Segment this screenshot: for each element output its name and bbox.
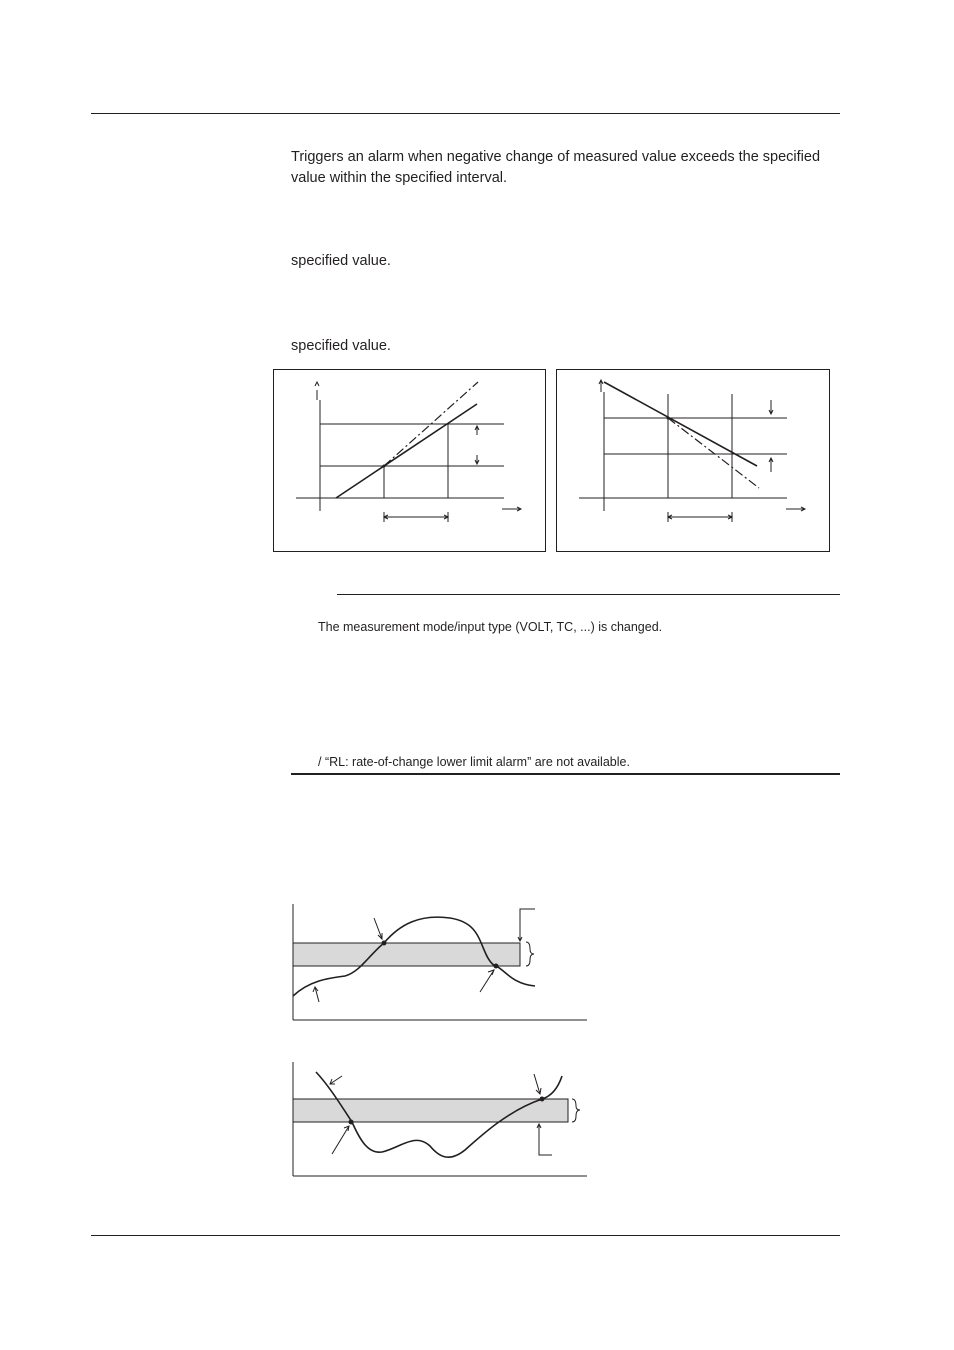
paragraph-line: value within the specified interval. — [291, 170, 508, 186]
falling-rate-diagram — [557, 370, 831, 553]
rate-of-change-upper-figure — [273, 369, 546, 552]
paragraph-line: Triggers an alarm when negative change of measured value exceeds the specified — [291, 149, 821, 165]
paragraph-line: specified value. — [291, 253, 391, 269]
hysteresis-lower-diagram — [290, 1062, 590, 1182]
hysteresis-upper-diagram — [290, 904, 590, 1024]
rate-of-change-lower-figure — [556, 369, 830, 552]
rising-rate-diagram — [274, 370, 547, 553]
note-line: The measurement mode/input type (VOLT, TC, ...) is changed. — [318, 620, 663, 634]
footer-rule — [91, 1235, 840, 1236]
header-rule — [91, 113, 840, 114]
note-top-rule — [337, 594, 840, 595]
note-line: / “RL: rate-of-change lower limit alarm” are not available. — [318, 755, 630, 769]
paragraph-line: specified value. — [291, 338, 391, 354]
note-bottom-rule — [291, 773, 840, 775]
